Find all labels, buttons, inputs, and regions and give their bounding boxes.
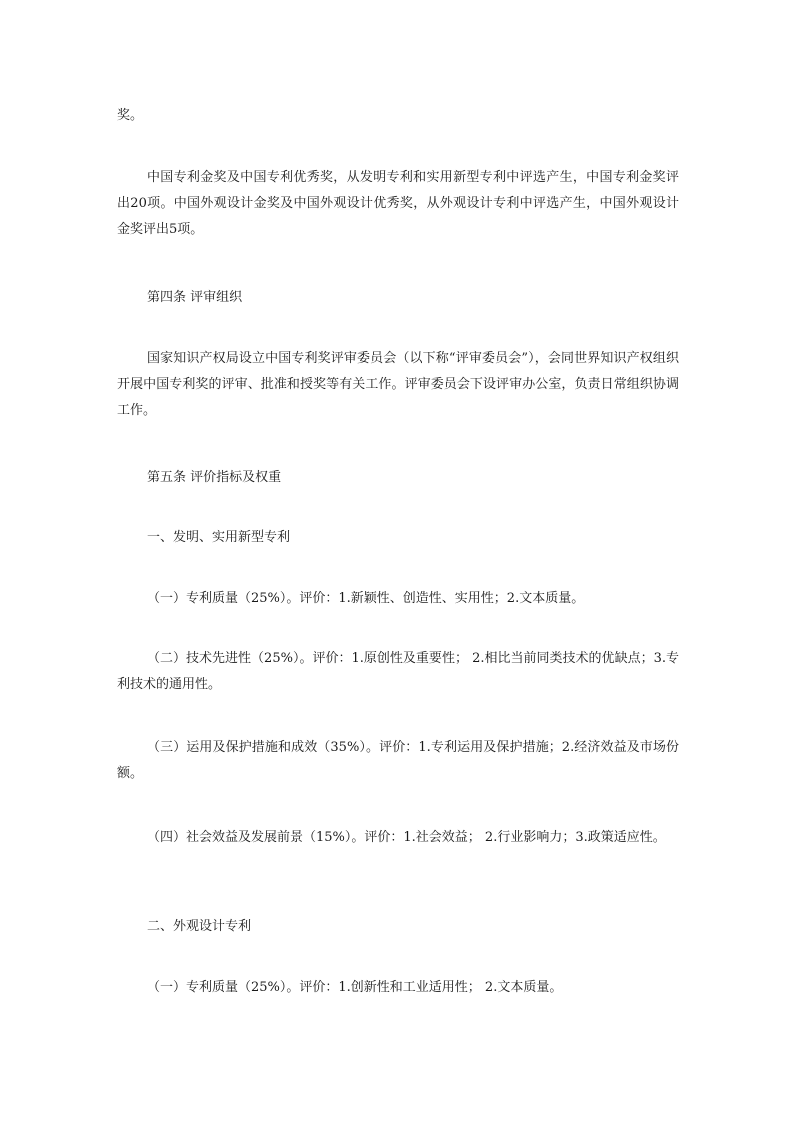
article-5-heading: 第五条 评价指标及权重: [147, 470, 282, 485]
item-2-technical-advancement: （二）技术先进性（25%）。评价：1.原创性及重要性； 2.相比当前同类技术的优缺点；3.专利技术的通用性。: [117, 651, 679, 692]
design-item-1-patent-quality: （一）专利质量（25%）。评价：1.创新性和工业适用性； 2.文本质量。: [147, 980, 563, 995]
article-4-heading: 第四条 评审组织: [147, 290, 243, 305]
paragraph-award-selection: 中国专利金奖及中国专利优秀奖，从发明专利和实用新型专利中评选产生，中国专利金奖评出20项。中国外观设计金奖及中国外观设计优秀奖，从外观设计专利中评选产生，中国外观设计金奖评出5项。: [117, 170, 679, 237]
section-2-heading: 二、外观设计专利: [147, 919, 252, 934]
item-1-patent-quality: （一）专利质量（25%）。评价：1.新颖性、创造性、实用性；2.文本质量。: [147, 591, 585, 606]
paragraph-review-organization: 国家知识产权局设立中国专利奖评审委员会（以下称“评审委员会”），会同世界知识产权组织开展中国专利奖的评审、批准和授奖等有关工作。评审委员会下设评审办公室，负责日常组织协调工作。: [117, 351, 679, 418]
item-4-social-benefit: （四）社会效益及发展前景（15%）。评价：1.社会效益； 2.行业影响力；3.政策适应性。: [147, 830, 666, 845]
section-1-heading: 一、发明、实用新型专利: [147, 530, 291, 545]
paragraph-continuation: 奖。: [117, 108, 144, 123]
item-3-application-protection: （三）运用及保护措施和成效（35%）。评价：1.专利运用及保护措施；2.经济效益及市场份额。: [117, 740, 679, 781]
